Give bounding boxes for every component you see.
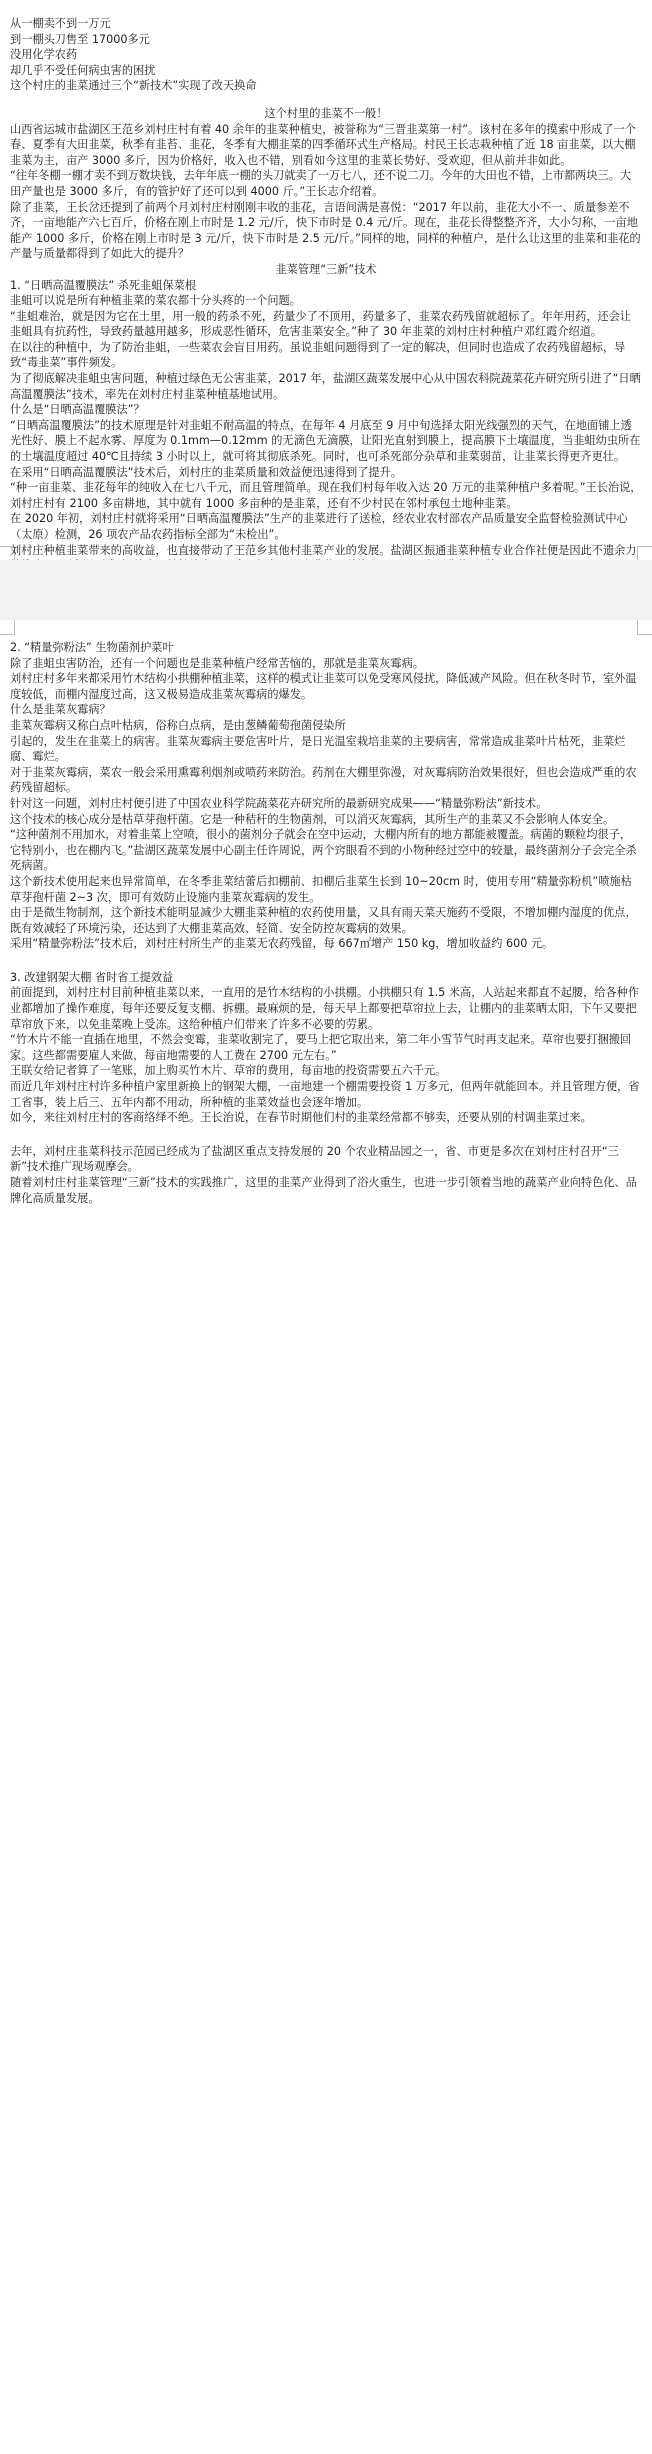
paragraph: 韭菜灰霉病又称白点叶枯病，俗称白点病，是由葱鳞葡萄孢菌侵染所 — [10, 718, 346, 732]
page-2-content — [10, 640, 642, 1206]
paragraph: 韭蛆可以说是所有种植韭菜的菜农都十分头疼的一个问题。 — [10, 294, 301, 308]
page-gap — [0, 560, 652, 620]
intro-line: 到一棚头刀售至 17000多元 — [10, 32, 150, 46]
paragraph: 刘村庄村多年来都采用竹木结构小拱棚种植韭菜，这样的模式让韭菜可以免受寒风侵扰，降低减产风险。但在秋冬时节，室外温度较低，而棚内湿度过高，这又极易造成韭菜灰霉病的爆发。 — [10, 672, 637, 701]
section-heading: 韭菜管理“三新”技术 — [275, 262, 377, 276]
paragraph: 采用“精量弥粉法”技术后，刘村庄村所生产的韭菜无农药残留，每 667㎡增产 150 kg，增加收益约 600 元。 — [10, 937, 554, 951]
crop-mark — [637, 620, 652, 635]
page-1-content — [10, 16, 642, 589]
paragraph: “这种菌剂不用加水，对着韭菜上空喷，很小的菌剂分子就会在空中运动，大棚内所有的地方都能被覆盖。病菌的颗粒均很子，它特别小，也在棚内飞。”盐湖区蔬菜发展中心副主任许周说，两个窍眼看不到的小物种经过空中的较量，最终菌剂分子会完全杀死病菌。 — [10, 828, 637, 873]
paragraph: 针对这一问题，刘村庄村便引进了中国农业科学院蔬菜花卉研究所的最新研究成果——“精量弥粉法”新技术。 — [10, 796, 548, 810]
paragraph: 如今，来往刘村庄村的客商络绎不绝。王长治说，在春节时期他们村的韭菜经常都不够卖，还要从别的村调韭菜过来。 — [10, 1111, 592, 1125]
paragraph: 由于是微生物制剂，这个新技术能明显减少大棚韭菜种植的农药使用量，又具有雨天菜天施药不受限，不增加棚内湿度的优点，既有效减轻了环境污染，还达到了大棚韭菜高效、轻简、安全防控灰霉病的效果。 — [10, 906, 637, 935]
document-page-1 — [0, 0, 652, 560]
paragraph: 刘村庄种植韭菜带来的高收益，也直接带动了王范乡其他村韭菜产业的发展。盐湖区振通韭菜种植专业合作社便是因此不遗余力 — [10, 543, 637, 557]
paragraph: 在采用“日晒高温覆膜法”技术后，刘村庄的韭菜质量和效益便迅速得到了提升。 — [10, 465, 402, 479]
document-page-2 — [0, 620, 652, 2454]
crop-mark — [0, 620, 15, 635]
article-title: 这个村里的韭菜不一般！ — [264, 106, 388, 120]
paragraph: 这个技术的核心成分是枯草芽孢杆菌。它是一种秸秆的生物菌剂，可以消灭灰霉病，其所生产的韭菜又不会影响人体安全。 — [10, 812, 615, 826]
paragraph: 随着刘村庄村韭菜管理“三新”技术的实践推广，这里的韭菜产业得到了浴火重生，也进一步引领着当地的蔬菜产业向特色化、品牌化高质量发展。 — [10, 1176, 637, 1205]
paragraph: “竹木片不能一直插在地里，不然会变霉，韭菜收割完了，要马上把它取出来，第二年小雪节气时再支起来。草帘也要打捆搬回家。这些都需要雇人来做，每亩地需要的人工费在 2700 元左右。” — [10, 1033, 632, 1062]
intro-line: 这个村庄的韭菜通过三个“新技术”实现了改天换命 — [10, 79, 257, 93]
subheading: 3. 改建钢架大棚 省时省工提效益 — [10, 970, 174, 984]
paragraph: “日晒高温覆膜法”的技术原理是针对韭蛆不耐高温的特点，在每年 4 月底至 9 月中旬选择太阳光线强烈的天气，在地面铺上透光性好、膜上不起水雾、厚度为 0.1mm—0.12mm 的无滴色无滴膜，让阳光直射到膜上，提高膜下土壤温度，当韭蛆幼虫所在的土壤温度超过 40℃且持续 3 小时以上，就可将其彻底杀死。同时，也可杀死部分杂草和韭菜弱苗，让韭菜长得更齐更壮。 — [10, 418, 641, 464]
intro-line: 从一棚卖不到一万元 — [10, 17, 111, 30]
subheading: 1. “日晒高温覆膜法” 杀死韭蛆保菜根 — [10, 278, 197, 292]
paragraph: 除了韭菜，王长岔还提到了前两个月刘村庄村刚刚丰收的韭花，言语间满是喜悦：“2017 年以前，韭花大小不一、质量参差不齐，一亩地能产六七百斤，价格在刚上市时是 1.2 元/斤，快下市时是 0.4 元/斤。现在，韭花长得整整齐齐，大小匀称，一亩地能产 1000 多斤，价格在刚上市时是 3 元/斤，快下市时是 2.5 元/斤。”同样的地，同样的种植户，是什么让这里的韭菜和韭花的产量与质量都得到了如此大的提升？ — [10, 200, 641, 261]
paragraph: 什么是“日晒高温覆膜法”？ — [10, 403, 145, 417]
paragraph: 什么是韭菜灰霉病？ — [10, 703, 111, 717]
paragraph: 在以往的种植中，为了防治韭蛆，一些菜农会盲目用药。虽说韭蛆问题得到了一定的解决，但同时也造成了农药残留超标，导致“毒韭菜”事件频发。 — [10, 340, 626, 370]
paragraph: 在 2020 年初，刘村庄村就将采用“日晒高温覆膜法”生产的韭菜进行了送检，经农业农村部农产品质量安全监督检验测试中心（太原）检测，26 项农产品农药指标全部为“未检出”。 — [10, 512, 628, 541]
paragraph: “往年冬棚一棚才卖不到万数块钱，去年年底一棚的头刀就卖了一万七八，还不说二刀。今年的大田也不错，上市都两块三。大田产量也是 3000 多斤，有的管护好了还可以到 4000 斤。”王长志介绍着。 — [10, 169, 632, 198]
paragraph: 这个新技术使用起来也异常简单，在冬季韭菜结蕾后扣棚前、扣棚后韭菜生长到 10~20cm 时，使用专用“精量弥粉机”喷施枯草芽孢杆菌 2~3 次，即可有效防止设施内韭菜灰霉病的发生。 — [10, 874, 632, 904]
paragraph: 除了韭蛆虫害防治，还有一个问题也是韭菜种植户经常苦恼的，那就是韭菜灰霉病。 — [10, 656, 424, 670]
intro-line: 却几乎不受任何病虫害的困扰 — [10, 63, 156, 77]
paragraph: 引起的，发生在韭菜上的病害。韭菜灰霉病主要危害叶片，是日光温室栽培韭菜的主要病害，常常造成韭菜叶片枯死，韭菜烂腐、霉烂。 — [10, 734, 626, 764]
paragraph: “种一亩韭菜、韭花每年的纯收入在七八千元，而且管理简单。现在我们村每年收入达 20 万元的韭菜种植户多着呢。”王长治说，刘村庄村有 2100 多亩耕地，其中就有 1000 多亩种的是韭菜，还有不少村民在邻村承包土地种韭菜。 — [10, 481, 642, 510]
paragraph: 前面提到，刘村庄村目前种植韭菜以来，一直用的是竹木结构的小拱棚。小拱棚只有 1.5 米高，人站起来都直不起腰，给各种作业都增加了操作难度，每年还要反复支棚、拆棚。最麻烦的是，每天早上都要把草帘拉上去，让棚内的韭菜晒太阳，下午又要把草帘放下来，以免韭菜晚上受冻。这给种植户们带来了许多不必要的劳累。 — [10, 986, 640, 1031]
paragraph: 去年，刘村庄韭菜科技示范园已经成为了盐湖区重点支持发展的 20 个农业精品园之一，省、市更是多次在刘村庄村召开“三新”技术推广现场观摩会。 — [10, 1144, 619, 1174]
paragraph: “韭蛆难治，就是因为它在土里，用一般的药杀不死，药量少了不顶用，药量多了，韭菜农药残留就超标了。年年用药，还会让韭蛆具有抗药性，导致药量越用越多，形成恶性循环，危害韭菜安全。”种了 30 年韭菜的刘村庄村种植户邓红霞介绍道。 — [10, 309, 632, 339]
paragraph: 山西省运城市盐湖区王范乡刘村庄村有着 40 余年的韭菜种植史，被誉称为“三晋韭菜第一村”。该村在多年的摸索中形成了一个春、夏季有大田韭菜，秋季有韭苔、韭花，冬季有大棚韭菜的四季循环式生产格局。村民王长志栽种植了近 18 亩韭菜，以大棚韭菜为主，亩产 3000 多斤，因为价格好，收入也不错，别看如今这里的韭菜长势好、受欢迎，但从前并非如此。 — [10, 122, 636, 167]
intro-line: 没用化学农药 — [10, 48, 78, 62]
paragraph: 而近几年刘村庄村许多种植户家里新换上的钢架大棚，一亩地建一个棚需要投资 1 万多元，但两年就能回本。并且管理方便，省工省事，装上后三、五年内都不用动，所种植的韭菜效益也会逐年增加。 — [10, 1080, 640, 1109]
subheading: 2. “精量弥粉法” 生物菌剂护菜叶 — [10, 641, 174, 654]
paragraph: 王联女给记者算了一笔账，加上购买竹木片、草帘的费用，每亩地的投资需要五六千元。 — [10, 1064, 447, 1078]
paragraph: 为了彻底解决韭蛆虫害问题，种植过绿色无公害韭菜，2017 年，盐湖区蔬菜发展中心从中国农科院蔬菜花卉研究所引进了“日晒高温覆膜法”技术，率先在刘村庄村韭菜种植基地试用。 — [10, 372, 641, 401]
paragraph: 对于韭菜灰霉病，菜农一般会采用熏霉利烟剂或喷药来防治。药剂在大棚里弥漫，对灰霉病防治效果很好，但也会造成严重的农药残留超标。 — [10, 765, 637, 795]
